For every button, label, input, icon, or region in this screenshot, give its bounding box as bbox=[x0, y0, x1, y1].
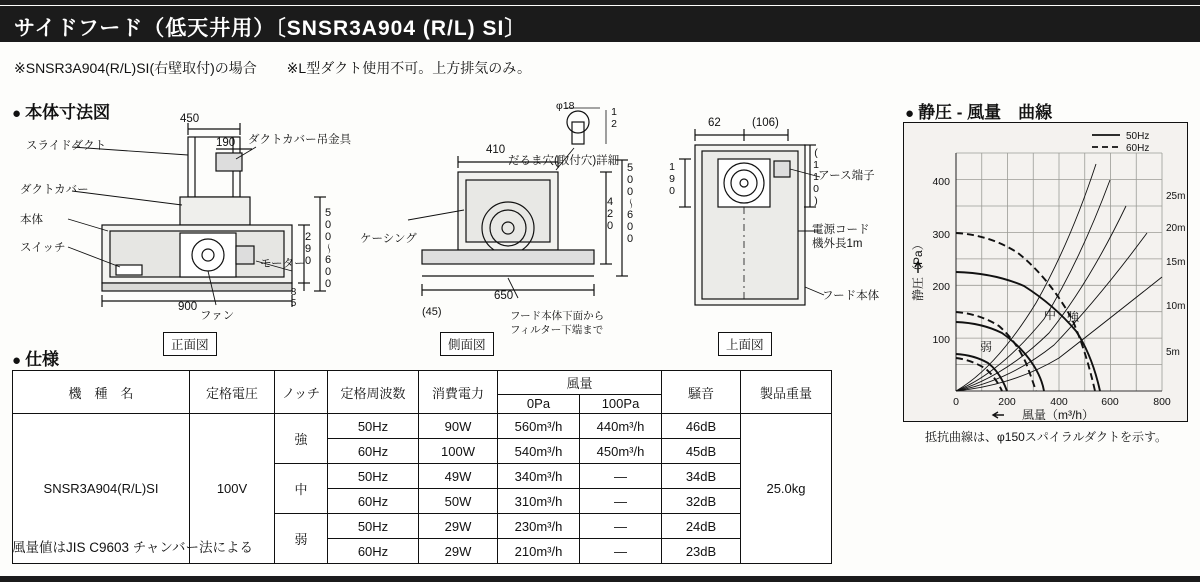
cell-a100-2: — bbox=[580, 464, 662, 489]
dim-85: 85 bbox=[288, 287, 299, 309]
label-casing: ケーシング bbox=[360, 233, 417, 245]
svg-text:強: 強 bbox=[1067, 310, 1080, 324]
dim-500-600: 500〜600 bbox=[322, 207, 334, 290]
cell-power-1: 100W bbox=[419, 439, 498, 464]
title-band bbox=[0, 6, 1200, 42]
cell-power-0: 90W bbox=[419, 414, 498, 439]
svg-text:60Hz: 60Hz bbox=[1126, 143, 1150, 154]
cell-model: SNSR3A904(R/L)SI bbox=[13, 414, 190, 564]
svg-text:200: 200 bbox=[998, 396, 1016, 408]
th-voltage: 定格電圧 bbox=[190, 371, 275, 414]
section-heading-curve: ● 静圧 - 風量 曲線 bbox=[905, 98, 1052, 123]
cell-a0-1: 540m³/h bbox=[498, 439, 580, 464]
svg-text:100: 100 bbox=[932, 334, 950, 346]
svg-text:20m: 20m bbox=[1166, 223, 1186, 234]
cell-noise-5: 23dB bbox=[662, 539, 741, 564]
label-daruma-hole: だるま穴(取付穴)詳細 bbox=[508, 155, 620, 167]
th-freq: 定格周波数 bbox=[328, 371, 419, 414]
dim-106: (106) bbox=[752, 117, 779, 129]
cell-weight: 25.0kg bbox=[741, 414, 832, 564]
th-noise: 騒音 bbox=[662, 371, 741, 414]
cell-a100-4: — bbox=[580, 514, 662, 539]
cell-noise-3: 32dB bbox=[662, 489, 741, 514]
section-heading-dimensions: ● 本体寸法図 bbox=[12, 98, 110, 123]
top-rule bbox=[0, 0, 1200, 5]
dim-45: (45) bbox=[422, 306, 442, 318]
svg-text:800: 800 bbox=[1153, 396, 1171, 408]
dim-410: 410 bbox=[486, 144, 506, 156]
label-duct-cover-hanger: ダクトカバー吊金具 bbox=[248, 134, 352, 146]
label-fan: ファン bbox=[200, 310, 235, 322]
cell-noise-0: 46dB bbox=[662, 414, 741, 439]
table-row bbox=[13, 414, 832, 439]
cell-a0-5: 210m³/h bbox=[498, 539, 580, 564]
cell-noise-4: 24dB bbox=[662, 514, 741, 539]
note-2: ※L型ダクト使用不可。上方排気のみ。 bbox=[286, 60, 532, 76]
dim-110: (110) bbox=[810, 147, 822, 207]
dim-500-600-side: 500〜600 bbox=[624, 162, 636, 245]
label-power-cord: 電源コード bbox=[812, 224, 870, 236]
svg-text:弱: 弱 bbox=[980, 340, 993, 354]
cell-a0-0: 560m³/h bbox=[498, 414, 580, 439]
dim-900: 900 bbox=[178, 301, 198, 313]
svg-text:300: 300 bbox=[932, 229, 950, 241]
top-view-drawing bbox=[660, 115, 895, 330]
cell-a100-5: — bbox=[580, 539, 662, 564]
cell-notch-chu: 中 bbox=[275, 464, 328, 514]
cell-a100-0: 440m³/h bbox=[580, 414, 662, 439]
th-airflow: 風量 bbox=[498, 371, 662, 395]
cell-a0-4: 230m³/h bbox=[498, 514, 580, 539]
cell-notch-jaku: 弱 bbox=[275, 514, 328, 564]
th-notch: ノッチ bbox=[275, 371, 328, 414]
label-to-filter-bottom: フィルター下端まで bbox=[510, 324, 604, 336]
svg-text:風量（m³/h）: 風量（m³/h） bbox=[1022, 408, 1095, 421]
svg-text:400: 400 bbox=[932, 176, 950, 188]
page-title: サイドフード（低天井用）〔SNSR3A904 (R/L) SI〕 bbox=[14, 17, 527, 40]
cell-voltage: 100V bbox=[190, 414, 275, 564]
dim-650: 650 bbox=[494, 290, 514, 302]
dim-290: 290 bbox=[302, 231, 314, 267]
cell-noise-2: 34dB bbox=[662, 464, 741, 489]
dim-420: 420 bbox=[604, 196, 616, 232]
cell-freq-4: 50Hz bbox=[328, 514, 419, 539]
static-pressure-airflow-chart bbox=[903, 122, 1188, 422]
dim-phi18: φ18 bbox=[556, 100, 575, 112]
label-switch: スイッチ bbox=[20, 242, 66, 254]
dim-62: 62 bbox=[708, 117, 721, 129]
header-notes bbox=[14, 58, 531, 78]
cell-notch-kyo: 強 bbox=[275, 414, 328, 464]
svg-text:10m: 10m bbox=[1166, 301, 1186, 312]
th-power: 消費電力 bbox=[419, 371, 498, 414]
cell-freq-1: 60Hz bbox=[328, 439, 419, 464]
label-slide-duct: スライドダクト bbox=[26, 140, 107, 152]
th-airflow-0pa: 0Pa bbox=[498, 394, 580, 413]
label-duct-cover: ダクトカバー bbox=[20, 184, 89, 196]
side-view-drawing bbox=[360, 100, 660, 345]
label-motor: モーター bbox=[260, 258, 306, 270]
svg-text:15m: 15m bbox=[1166, 257, 1186, 268]
svg-text:静圧（Pa）: 静圧（Pa） bbox=[911, 238, 925, 301]
front-view-drawing bbox=[20, 115, 350, 345]
dim-190: 190 bbox=[666, 161, 678, 197]
note-1: ※SNSR3A904(R/L)SI(右壁取付)の場合 bbox=[14, 60, 257, 76]
label-from-hood-bottom: フード本体下面から bbox=[510, 310, 605, 322]
table-header-row bbox=[13, 371, 832, 395]
svg-text:400: 400 bbox=[1050, 396, 1068, 408]
cell-power-2: 49W bbox=[419, 464, 498, 489]
cell-freq-2: 50Hz bbox=[328, 464, 419, 489]
cell-freq-5: 60Hz bbox=[328, 539, 419, 564]
cell-a100-1: 450m³/h bbox=[580, 439, 662, 464]
svg-text:25m: 25m bbox=[1166, 191, 1186, 202]
svg-text:5m: 5m bbox=[1166, 347, 1180, 358]
th-airflow-100pa: 100Pa bbox=[580, 394, 662, 413]
spec-table-footnote: 風量値はJIS C9603 チャンバー法による bbox=[12, 540, 253, 555]
dim-450: 450 bbox=[180, 113, 200, 125]
cell-noise-1: 45dB bbox=[662, 439, 741, 464]
side-view-caption: 側面図 bbox=[440, 332, 494, 356]
cell-freq-3: 60Hz bbox=[328, 489, 419, 514]
label-earth-terminal: アース端子 bbox=[818, 170, 875, 182]
dim-190: 190 bbox=[216, 137, 236, 149]
front-view-caption: 正面図 bbox=[163, 332, 217, 356]
top-view-caption: 上面図 bbox=[718, 332, 772, 356]
cell-a0-3: 310m³/h bbox=[498, 489, 580, 514]
cell-a0-2: 340m³/h bbox=[498, 464, 580, 489]
cell-power-4: 29W bbox=[419, 514, 498, 539]
svg-text:0: 0 bbox=[953, 396, 959, 408]
svg-text:200: 200 bbox=[932, 281, 950, 293]
th-model: 機 種 名 bbox=[13, 371, 190, 414]
spec-table bbox=[12, 370, 832, 564]
dim-12: 12 bbox=[608, 106, 620, 130]
th-weight: 製品重量 bbox=[741, 371, 832, 414]
chart-svg bbox=[904, 123, 1187, 421]
label-hood-body: フード本体 bbox=[822, 290, 880, 302]
cell-power-3: 50W bbox=[419, 489, 498, 514]
chart-footnote: 抵抗曲線は、φ150スパイラルダクトを示す。 bbox=[925, 430, 1168, 444]
cell-a100-3: — bbox=[580, 489, 662, 514]
section-heading-spec: ● 仕様 bbox=[12, 345, 59, 370]
svg-text:中: 中 bbox=[1044, 308, 1057, 322]
label-body: 本体 bbox=[20, 214, 43, 226]
label-cord-length: 機外長1m bbox=[812, 238, 863, 250]
bottom-rule bbox=[0, 576, 1200, 582]
svg-text:50Hz: 50Hz bbox=[1126, 131, 1150, 142]
cell-freq-0: 50Hz bbox=[328, 414, 419, 439]
svg-text:600: 600 bbox=[1101, 396, 1119, 408]
cell-power-5: 29W bbox=[419, 539, 498, 564]
